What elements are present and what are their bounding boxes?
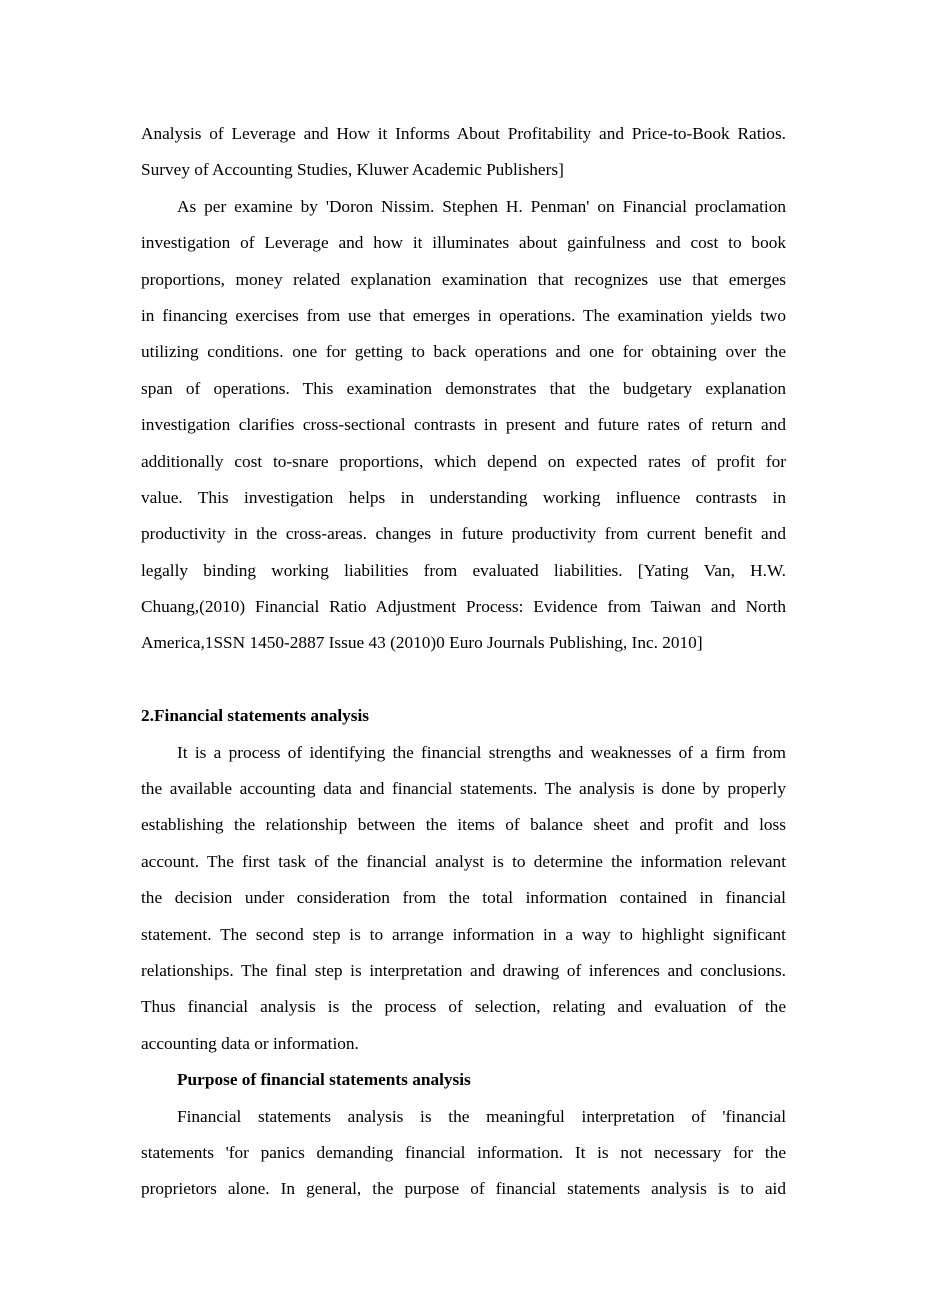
text-line: statements 'for panics demanding financial information. It is not necessary for the: [141, 1142, 786, 1162]
text-line: the decision under consideration from the total information contained in financial: [141, 888, 786, 908]
text-line: investigation of Leverage and how it illuminates about gainfulness and cost to book: [141, 233, 786, 253]
text-line: investigation clarifies cross-sectional contrasts in present and future rates of return and: [141, 415, 786, 435]
text-line: Financial statements analysis is the meaningful interpretation of 'financial: [177, 1106, 786, 1126]
text-line: Survey of Accounting Studies, Kluwer Academic Publishers]: [141, 160, 564, 180]
text-line: the available accounting data and financial statements. The analysis is done by properly: [141, 779, 786, 799]
text-line: It is a process of identifying the financial strengths and weaknesses of a firm from: [177, 742, 786, 762]
text-line: Chuang,(2010) Financial Ratio Adjustment Process: Evidence from Taiwan and North: [141, 597, 786, 617]
section-financial-statements-analysis: [141, 698, 786, 1062]
text-line: span of operations. This examination demonstrates that the budgetary explanation: [141, 378, 786, 398]
text-line: in financing exercises from use that emerges in operations. The examination yields two: [141, 305, 786, 325]
text-line: utilizing conditions. one for getting to back operations and one for obtaining over the: [141, 342, 786, 362]
text-line: value. This investigation helps in understanding working influence contrasts in: [141, 487, 786, 507]
reference-continuation: [141, 116, 786, 189]
text-line: establishing the relationship between the items of balance sheet and profit and loss: [141, 815, 786, 835]
text-line: America,1SSN 1450-2887 Issue 43 (2010)0 Euro Journals Publishing, Inc. 2010]: [141, 633, 703, 653]
paragraph-nissim-penman: [141, 189, 786, 662]
subsection-heading: Purpose of financial statements analysis: [177, 1070, 471, 1090]
text-line: Analysis of Leverage and How it Informs About Profitability and Price-to-Book Ratios.: [141, 124, 786, 143]
text-line: Thus financial analysis is the process of selection, relating and evaluation of the: [141, 997, 786, 1017]
section-heading: 2.Financial statements analysis: [141, 706, 370, 726]
subsection-purpose: [141, 1062, 786, 1208]
text-line: statement. The second step is to arrange information in a way to highlight significant: [141, 924, 786, 944]
text-line: proprietors alone. In general, the purpose of financial statements analysis is to aid: [141, 1179, 786, 1199]
document-page: [141, 116, 786, 1208]
text-line: As per examine by 'Doron Nissim. Stephen H. Penman' on Financial proclamation: [177, 196, 786, 216]
text-line: legally binding working liabilities from evaluated liabilities. [Yating Van, H.W.: [141, 560, 786, 580]
text-line: additionally cost to-snare proportions, which depend on expected rates of profit for: [141, 451, 786, 471]
text-line: proportions, money related explanation examination that recognizes use that emerges: [141, 269, 786, 289]
text-line: productivity in the cross-areas. changes in future productivity from current benefit and: [141, 524, 786, 544]
text-line: account. The first task of the financial analyst is to determine the information relevant: [141, 851, 786, 871]
text-line: relationships. The final step is interpretation and drawing of inferences and conclusions.: [141, 960, 786, 980]
blank-line: [141, 662, 786, 698]
text-line: accounting data or information.: [141, 1033, 359, 1053]
